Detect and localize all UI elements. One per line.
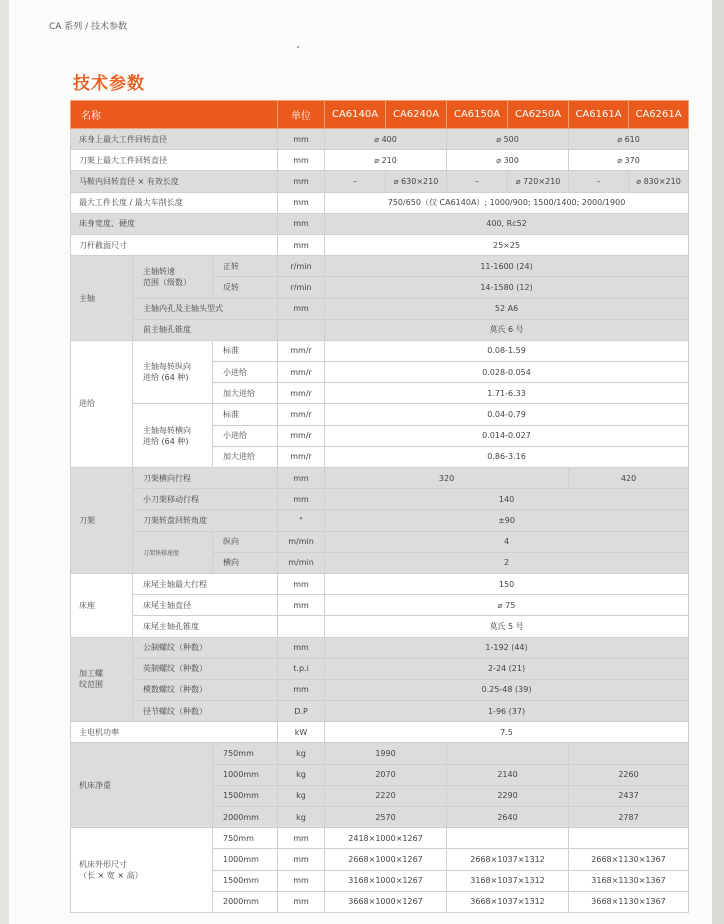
header-model: CA6140A bbox=[325, 101, 386, 129]
spec-table bbox=[70, 100, 689, 913]
cell-value: 4 bbox=[325, 531, 689, 552]
cell-value: 3668×1130×1367 bbox=[569, 891, 689, 912]
cell-value: 320 bbox=[325, 468, 569, 489]
table-row bbox=[71, 171, 689, 192]
breadcrumb: CA 系列 / 技术参数 bbox=[49, 22, 128, 32]
sub-label: 1000mm bbox=[213, 849, 278, 870]
row-label: 床身上最大工件回转直径 bbox=[71, 129, 278, 150]
sub-label: 小刀架移动行程 bbox=[133, 489, 278, 510]
table-row bbox=[71, 489, 689, 510]
cell-value: 1-96 (37) bbox=[325, 701, 689, 722]
cell-value: 0.08-1.59 bbox=[325, 340, 689, 361]
row-unit: mm bbox=[278, 573, 325, 594]
table-row bbox=[71, 679, 689, 700]
row-unit: m/min bbox=[278, 552, 325, 573]
sub-label: 主轴内孔及主轴头型式 bbox=[133, 298, 278, 319]
sub-label: 标准 bbox=[213, 340, 278, 361]
row-unit: mm/r bbox=[278, 404, 325, 425]
table-row bbox=[71, 129, 689, 150]
cell-value: ⌀ 75 bbox=[325, 595, 689, 616]
table-row bbox=[71, 256, 689, 277]
row-unit: ° bbox=[278, 510, 325, 531]
table-row bbox=[71, 722, 689, 743]
header-model: CA6240A bbox=[386, 101, 447, 129]
sub-label: 1500mm bbox=[213, 870, 278, 891]
row-label: 刀杆截面尺寸 bbox=[71, 234, 278, 255]
cell-value: 11-1600 (24) bbox=[325, 256, 689, 277]
row-label: 主电机功率 bbox=[71, 722, 278, 743]
row-unit bbox=[278, 319, 325, 340]
row-unit: mm/r bbox=[278, 425, 325, 446]
cell-value: ⌀ 400 bbox=[325, 129, 447, 150]
cell-value: ⌀ 210 bbox=[325, 150, 447, 171]
row-unit: mm bbox=[278, 298, 325, 319]
cell-value: 3168×1130×1367 bbox=[569, 870, 689, 891]
sub-label: 主轴转速 范围（级数） bbox=[133, 256, 213, 298]
cell-value: 14-1580 (12) bbox=[325, 277, 689, 298]
sub-label: 纵向 bbox=[213, 531, 278, 552]
cell-value: 2640 bbox=[447, 807, 569, 828]
row-label: 床身宽度、硬度 bbox=[71, 213, 278, 234]
row-unit: mm bbox=[278, 150, 325, 171]
cell-value: 7.5 bbox=[325, 722, 689, 743]
sub-label: 模数螺纹（种数） bbox=[133, 679, 278, 700]
sub-label: 反转 bbox=[213, 277, 278, 298]
row-unit: mm/r bbox=[278, 362, 325, 383]
sub-label: 刀架转盘回转角度 bbox=[133, 510, 278, 531]
cell-value: 2220 bbox=[325, 785, 447, 806]
row-unit: mm bbox=[278, 849, 325, 870]
cell-value: ±90 bbox=[325, 510, 689, 531]
group-label: 进给 bbox=[71, 340, 133, 467]
cell-value: 2668×1000×1267 bbox=[325, 849, 447, 870]
row-label: 刀架上最大工件回转直径 bbox=[71, 150, 278, 171]
table-row bbox=[71, 404, 689, 425]
sub-label: 标准 bbox=[213, 404, 278, 425]
table-row bbox=[71, 701, 689, 722]
cell-value: 2418×1000×1267 bbox=[325, 828, 447, 849]
sub-label: 刀架横向行程 bbox=[133, 468, 278, 489]
row-unit: mm/r bbox=[278, 446, 325, 467]
table-row bbox=[71, 743, 689, 764]
cell-value: 2-24 (21) bbox=[325, 658, 689, 679]
cell-value: 2140 bbox=[447, 764, 569, 785]
row-unit bbox=[278, 616, 325, 637]
page-left-edge bbox=[0, 0, 9, 924]
row-unit: mm bbox=[278, 234, 325, 255]
sub-label: 刀架快移速度 bbox=[133, 531, 213, 573]
row-unit: mm bbox=[278, 171, 325, 192]
row-unit: mm/r bbox=[278, 383, 325, 404]
header-name: 名称 bbox=[71, 101, 278, 129]
row-unit: r/min bbox=[278, 256, 325, 277]
cell-value: ⌀ 300 bbox=[447, 150, 569, 171]
header-model: CA6161A bbox=[569, 101, 629, 129]
cell-value: 莫氏 5 号 bbox=[325, 616, 689, 637]
row-unit: mm bbox=[278, 637, 325, 658]
cell-value: 0.028-0.054 bbox=[325, 362, 689, 383]
cell-value: 1-192 (44) bbox=[325, 637, 689, 658]
group-label: 主轴 bbox=[71, 256, 133, 341]
sub-label: 床尾主轴最大行程 bbox=[133, 573, 278, 594]
row-unit: kW bbox=[278, 722, 325, 743]
cell-value: – bbox=[447, 171, 508, 192]
cell-value: ⌀ 370 bbox=[569, 150, 689, 171]
cell-value: 2260 bbox=[569, 764, 689, 785]
sub-label: 径节螺纹（种数） bbox=[133, 701, 278, 722]
row-label: 马鞍内回转直径 × 有效长度 bbox=[71, 171, 278, 192]
cell-value: 3168×1000×1267 bbox=[325, 870, 447, 891]
sub-label: 床尾主轴孔锥度 bbox=[133, 616, 278, 637]
sub-label: 床尾主轴直径 bbox=[133, 595, 278, 616]
cell-value: 25×25 bbox=[325, 234, 689, 255]
sub-label: 1500mm bbox=[213, 785, 278, 806]
cell-value: 2290 bbox=[447, 785, 569, 806]
cell-value: 1990 bbox=[325, 743, 447, 764]
group-label: 机床外形尺寸 （长 × 宽 × 高） bbox=[71, 828, 213, 913]
table-row bbox=[71, 595, 689, 616]
cell-value: 1.71-6.33 bbox=[325, 383, 689, 404]
cell-value: 750/650（仅 CA6140A）; 1000/900; 1500/1400; 2000/1900 bbox=[325, 192, 689, 213]
cell-value bbox=[447, 828, 569, 849]
row-unit: mm bbox=[278, 870, 325, 891]
cell-value: 2070 bbox=[325, 764, 447, 785]
cell-value: 0.04-0.79 bbox=[325, 404, 689, 425]
table-row bbox=[71, 319, 689, 340]
cell-value: ⌀ 500 bbox=[447, 129, 569, 150]
row-unit: kg bbox=[278, 785, 325, 806]
row-unit: mm bbox=[278, 213, 325, 234]
sub-label: 750mm bbox=[213, 828, 278, 849]
table-row bbox=[71, 658, 689, 679]
sub-label: 1000mm bbox=[213, 764, 278, 785]
cell-value: 0.014-0.027 bbox=[325, 425, 689, 446]
table-row bbox=[71, 531, 689, 552]
cell-value: 莫氏 6 号 bbox=[325, 319, 689, 340]
sub-label: 750mm bbox=[213, 743, 278, 764]
cell-value: 3168×1037×1312 bbox=[447, 870, 569, 891]
row-unit: mm bbox=[278, 489, 325, 510]
table-row bbox=[71, 468, 689, 489]
row-unit: mm bbox=[278, 468, 325, 489]
sub-label: 2000mm bbox=[213, 807, 278, 828]
group-label: 机床净重 bbox=[71, 743, 213, 828]
table-row bbox=[71, 510, 689, 531]
sub-label: 加大进给 bbox=[213, 446, 278, 467]
cell-value: 420 bbox=[569, 468, 689, 489]
cell-value: 3668×1037×1312 bbox=[447, 891, 569, 912]
row-unit: mm bbox=[278, 891, 325, 912]
table-row bbox=[71, 616, 689, 637]
cell-value bbox=[569, 743, 689, 764]
sub-label: 主轴每转横向 进给 (64 种) bbox=[133, 404, 213, 468]
cell-value: 52 A6 bbox=[325, 298, 689, 319]
cell-value bbox=[447, 743, 569, 764]
header-row bbox=[71, 101, 689, 129]
row-unit: kg bbox=[278, 807, 325, 828]
sub-label: 英制螺纹（种数） bbox=[133, 658, 278, 679]
table-row bbox=[71, 637, 689, 658]
sub-label: 加大进给 bbox=[213, 383, 278, 404]
page-right-edge bbox=[712, 0, 724, 924]
group-label: 床座 bbox=[71, 573, 133, 637]
cell-value: 400, Rc52 bbox=[325, 213, 689, 234]
page-title: 技术参数 bbox=[73, 74, 145, 94]
table-row bbox=[71, 573, 689, 594]
table-row bbox=[71, 234, 689, 255]
cell-value: 2 bbox=[325, 552, 689, 573]
cell-value: 140 bbox=[325, 489, 689, 510]
table-row bbox=[71, 298, 689, 319]
sub-label: 小进给 bbox=[213, 425, 278, 446]
row-unit: mm bbox=[278, 129, 325, 150]
table-row bbox=[71, 150, 689, 171]
cell-value: – bbox=[325, 171, 386, 192]
group-label: 刀架 bbox=[71, 468, 133, 574]
cell-value: ⌀ 630×210 bbox=[386, 171, 447, 192]
cell-value: ⌀ 720×210 bbox=[508, 171, 569, 192]
cell-value: 2668×1130×1367 bbox=[569, 849, 689, 870]
speck bbox=[297, 46, 299, 48]
cell-value: 3668×1000×1267 bbox=[325, 891, 447, 912]
row-unit: t.p.i bbox=[278, 658, 325, 679]
row-unit: mm bbox=[278, 595, 325, 616]
sub-label: 正转 bbox=[213, 256, 278, 277]
row-unit: mm bbox=[278, 192, 325, 213]
table-row bbox=[71, 828, 689, 849]
sub-label: 前主轴孔锥度 bbox=[133, 319, 278, 340]
group-label: 加工螺 纹范围 bbox=[71, 637, 133, 722]
sub-label: 小进给 bbox=[213, 362, 278, 383]
cell-value bbox=[569, 828, 689, 849]
cell-value: 2437 bbox=[569, 785, 689, 806]
header-model: CA6150A bbox=[447, 101, 508, 129]
cell-value: ⌀ 830×210 bbox=[629, 171, 689, 192]
cell-value: 0.86-3.16 bbox=[325, 446, 689, 467]
header-unit: 单位 bbox=[278, 101, 325, 129]
row-unit: kg bbox=[278, 764, 325, 785]
sub-label: 横向 bbox=[213, 552, 278, 573]
row-unit: D.P bbox=[278, 701, 325, 722]
cell-value: 150 bbox=[325, 573, 689, 594]
cell-value: 2570 bbox=[325, 807, 447, 828]
sub-label: 2000mm bbox=[213, 891, 278, 912]
row-unit: kg bbox=[278, 743, 325, 764]
table-row bbox=[71, 213, 689, 234]
sub-label: 主轴每转纵向 进给 (64 种) bbox=[133, 340, 213, 404]
row-unit: mm/r bbox=[278, 340, 325, 361]
row-unit: mm bbox=[278, 828, 325, 849]
row-unit: m/min bbox=[278, 531, 325, 552]
cell-value: 2787 bbox=[569, 807, 689, 828]
cell-value: 0.25-48 (39) bbox=[325, 679, 689, 700]
row-unit: r/min bbox=[278, 277, 325, 298]
row-label: 最大工件长度 / 最大车削长度 bbox=[71, 192, 278, 213]
sub-label: 公制螺纹（种数） bbox=[133, 637, 278, 658]
cell-value: ⌀ 610 bbox=[569, 129, 689, 150]
row-unit: mm bbox=[278, 679, 325, 700]
table-row bbox=[71, 340, 689, 361]
header-model: CA6261A bbox=[629, 101, 689, 129]
table-row bbox=[71, 192, 689, 213]
cell-value: 2668×1037×1312 bbox=[447, 849, 569, 870]
cell-value: – bbox=[569, 171, 629, 192]
header-model: CA6250A bbox=[508, 101, 569, 129]
